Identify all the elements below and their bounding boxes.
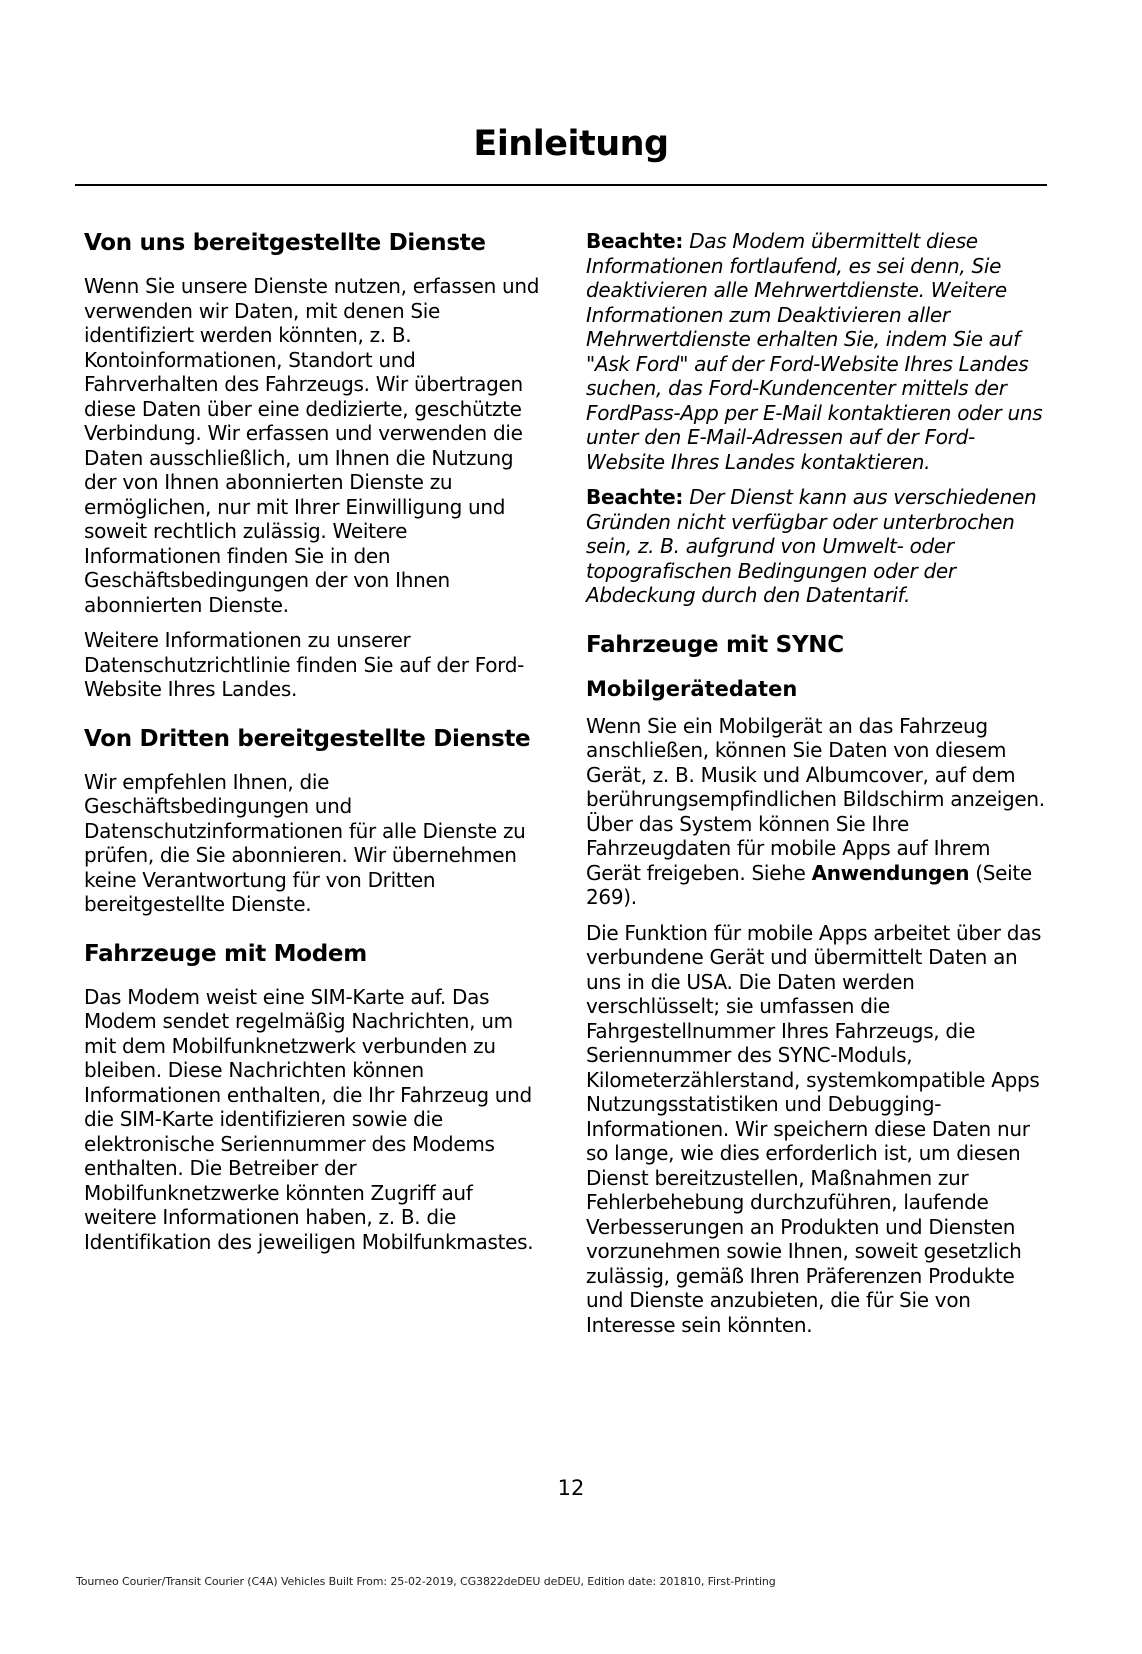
paragraph-mobile-device-data-2: Die Funktion für mobile Apps arbeitet über das verbundene Gerät und übermittelt Daten an uns in die USA. Die Daten werden verschlüsselt; sie umfassen die Fahrgestellnummer Ihres Fahrzeugs, die Seriennummer des SYNC-Moduls, Kilometerzählerstand, systemkompatible Apps Nutzungsstatistiken und Debugging-Informationen. Wir speichern diese Daten nur so lange, wie dies erforderlich ist, um diesen Dienst bereitzustellen, Maßnahmen zur Fehlerbehebung durchzuführen, laufende Verbesserungen an Produkten und Diensten vorzunehmen sowie Ihnen, soweit gesetzlich zulässig, gemäß Ihren Präferenzen Produkte und Dienste anzubieten, die für Sie von Interesse sein könnten. — [586, 920, 1042, 1337]
page-title: Einleitung — [473, 124, 669, 164]
page-number: 12 — [557, 1476, 585, 1500]
note-service-availability — [586, 485, 1046, 608]
section-heading-own-services: Von uns bereitgestellte Dienste — [84, 230, 486, 256]
note-text: Der Dienst kann aus verschiedenen Gründen nicht verfügbar oder unterbrochen sein, z. B. aufgrund von Umwelt- oder topografischen Bedingungen oder der Abdeckung durch den Datentarif. — [586, 485, 1037, 607]
note-label: Beachte: — [586, 485, 684, 509]
subheading-mobile-device-data: Mobilgerätedaten — [586, 676, 798, 701]
note-label: Beachte: — [586, 229, 684, 253]
section-heading-modem-vehicles: Fahrzeuge mit Modem — [84, 940, 367, 967]
section-heading-third-party-services: Von Dritten bereitgestellte Dienste — [84, 725, 531, 752]
note-text: Das Modem übermittelt diese Informationen fortlaufend, es sei denn, Sie deaktivieren alle Mehrwertdienste. Weitere Informationen zum Deaktivieren aller Mehrwertdienste erhalten Sie, indem Sie auf "Ask Ford" auf der Ford-Website Ihres Landes suchen, das Ford-Kundencenter mittels der FordPass-App per E-Mail kontaktieren oder uns unter den E-Mail-Adressen auf der Ford-Website Ihres Landes kontaktieren. — [586, 229, 1043, 474]
left-column — [84, 229, 544, 1265]
title-divider — [75, 184, 1047, 186]
paragraph-mobile-device-data-1 — [586, 714, 1046, 910]
footer-edition-info: Tourneo Courier/Transit Courier (C4A) Vehicles Built From: 25-02-2019, CG3822deDEU deDEU, Edition date: 201810, First-Printing — [76, 1575, 776, 1588]
paragraph-own-services-1: Wenn Sie unsere Dienste nutzen, erfassen und verwenden wir Daten, mit denen Sie identifiziert werden könnten, z. B. Kontoinformationen, Standort und Fahrverhalten des Fahrzeugs. Wir übertragen diese Daten über eine dedizierte, geschützte Verbindung. Wir erfassen und verwenden die Daten ausschließlich, um Ihnen die Nutzung der von Ihnen abonnierten Dienste zu ermöglichen, nur mit Ihrer Einwilligung und soweit rechtlich zulässig. Weitere Informationen finden Sie in den Geschäftsbedingungen der von Ihnen abonnierten Dienste. — [84, 274, 540, 617]
note-modem-transmission — [586, 229, 1046, 474]
paragraph-own-services-2: Weitere Informationen zu unserer Datenschutzrichtlinie finden Sie auf der Ford-Website Ihres Landes. — [84, 628, 525, 701]
right-column — [586, 229, 1046, 1348]
section-heading-sync-vehicles: Fahrzeuge mit SYNC — [586, 631, 844, 658]
paragraph-modem-vehicles: Das Modem weist eine SIM-Karte auf. Das Modem sendet regelmäßig Nachrichten, um mit dem Mobilfunknetzwerk verbunden zu bleiben. Diese Nachrichten können Informationen enthalten, die Ihr Fahrzeug und die SIM-Karte identifizieren sowie die elektronische Seriennummer des Modems enthalten. Die Betreiber der Mobilfunknetzwerke könnten Zugriff auf weitere Informationen haben, z. B. die Identifikation des jeweiligen Mobilfunkmastes. — [84, 984, 534, 1254]
cross-reference-page: (Seite 269). — [586, 860, 1032, 909]
cross-reference-link[interactable]: Anwendungen — [811, 860, 970, 885]
paragraph-third-party-services: Wir empfehlen Ihnen, die Geschäftsbedingungen und Datenschutzinformationen für alle Dienste zu prüfen, die Sie abonnieren. Wir übernehmen keine Verantwortung für von Dritten bereitgestellte Dienste. — [84, 769, 526, 916]
paragraph-text: Wenn Sie ein Mobilgerät an das Fahrzeug anschließen, können Sie Daten von diesem Gerät, z. B. Musik und Albumcover, auf dem berührungsempfindlichen Bildschirm anzeigen. Über das System können Sie Ihre Fahrzeugdaten für mobile Apps auf Ihrem Gerät freigeben. Siehe — [586, 713, 1045, 885]
